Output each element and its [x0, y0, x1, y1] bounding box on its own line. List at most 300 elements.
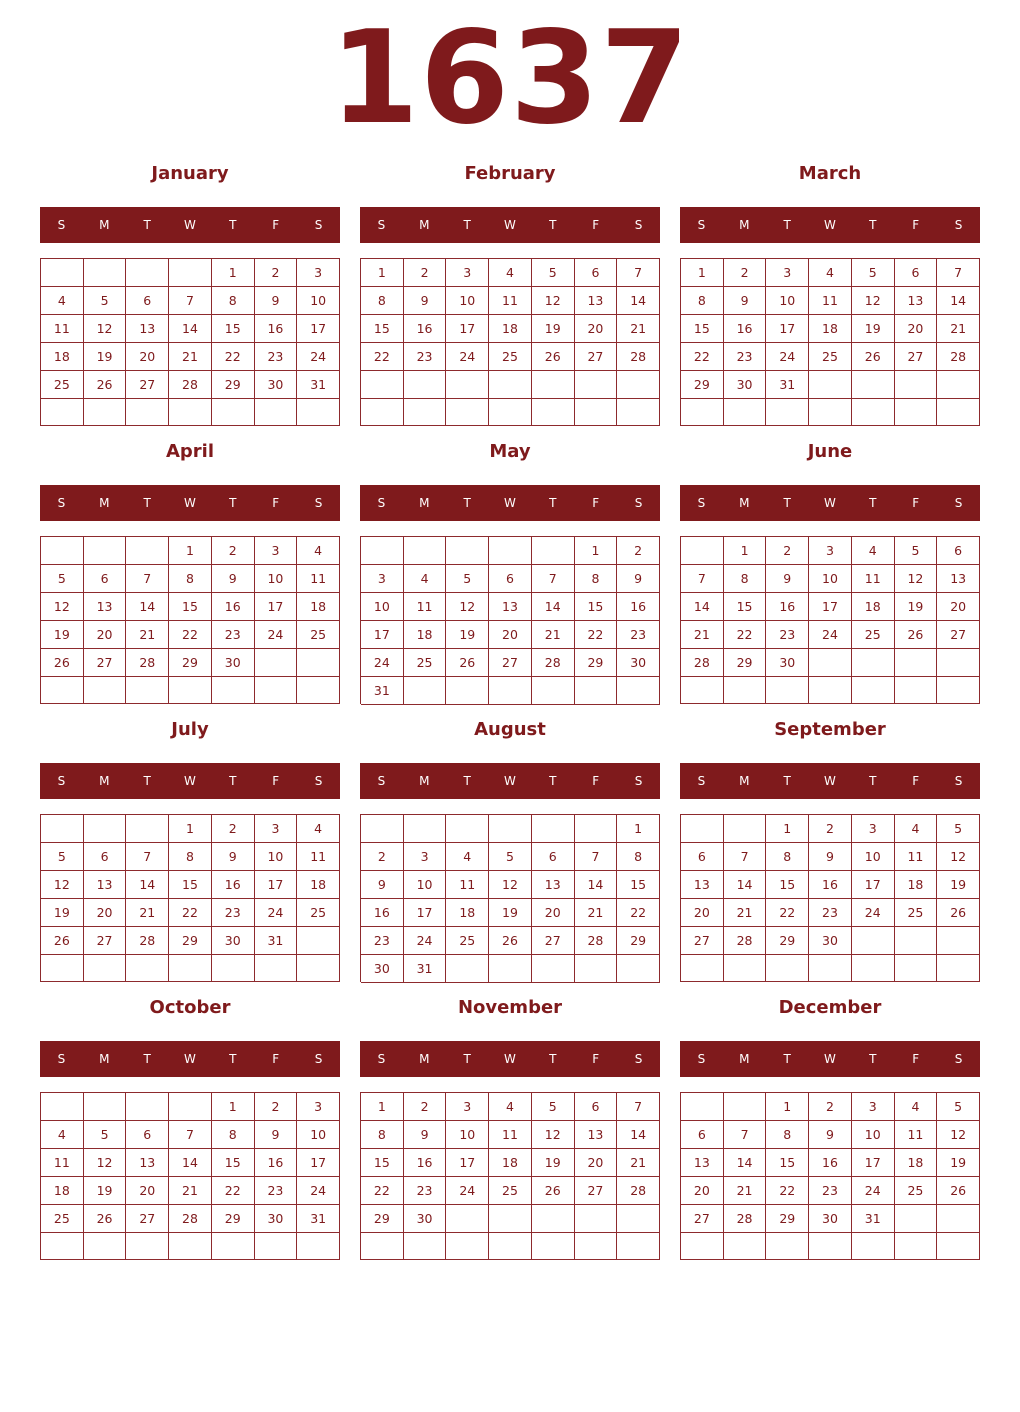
empty-day-cell — [84, 399, 127, 426]
empty-day-cell — [446, 371, 489, 399]
day-cell: 2 — [809, 815, 852, 843]
day-cell: 2 — [255, 1093, 298, 1121]
empty-day-cell — [41, 677, 84, 704]
empty-day-cell — [361, 399, 404, 427]
empty-day-cell — [895, 927, 938, 955]
weekday-label: S — [377, 774, 386, 788]
empty-day-cell — [297, 1233, 340, 1260]
empty-day-cell — [404, 815, 447, 843]
weekday-label: F — [912, 1052, 920, 1066]
empty-day-cell — [766, 1233, 809, 1260]
weekday-header — [680, 763, 980, 799]
empty-day-cell — [446, 677, 489, 705]
day-cell: 18 — [489, 1149, 532, 1177]
empty-day-cell — [41, 1093, 84, 1121]
day-cell: 14 — [126, 871, 169, 899]
day-cell: 1 — [575, 537, 618, 565]
day-cell: 31 — [255, 927, 298, 955]
empty-day-cell — [84, 259, 127, 287]
day-cell: 6 — [126, 1121, 169, 1149]
weekday-label: T — [463, 774, 471, 788]
day-cell: 24 — [255, 621, 298, 649]
day-cell: 5 — [489, 843, 532, 871]
day-grid — [680, 1092, 980, 1260]
empty-day-cell — [404, 1233, 447, 1260]
day-cell: 31 — [404, 955, 447, 983]
day-cell: 14 — [126, 593, 169, 621]
empty-day-cell — [532, 1233, 575, 1260]
day-cell: 23 — [255, 1177, 298, 1205]
day-cell: 16 — [404, 315, 447, 343]
day-cell: 3 — [809, 537, 852, 565]
day-cell: 20 — [84, 899, 127, 927]
weekday-label: W — [824, 1052, 836, 1066]
empty-day-cell — [681, 815, 724, 843]
day-cell: 5 — [41, 843, 84, 871]
day-cell: 4 — [297, 537, 340, 565]
day-cell: 5 — [895, 537, 938, 565]
empty-day-cell — [724, 1233, 767, 1260]
empty-day-cell — [446, 1205, 489, 1233]
day-cell: 2 — [617, 537, 660, 565]
day-cell: 6 — [489, 565, 532, 593]
weekday-label: F — [592, 1052, 600, 1066]
day-cell: 16 — [361, 899, 404, 927]
day-cell: 10 — [446, 287, 489, 315]
day-cell: 6 — [895, 259, 938, 287]
weekday-label: T — [229, 218, 237, 232]
day-cell: 27 — [895, 343, 938, 371]
day-cell: 13 — [84, 593, 127, 621]
day-cell: 27 — [575, 1177, 618, 1205]
month-name: December — [778, 997, 882, 1018]
day-cell: 7 — [126, 565, 169, 593]
empty-day-cell — [937, 1205, 980, 1233]
empty-day-cell — [617, 371, 660, 399]
day-cell: 4 — [895, 815, 938, 843]
month-name: March — [798, 163, 862, 184]
weekday-label: T — [229, 1052, 237, 1066]
day-cell: 21 — [724, 1177, 767, 1205]
day-cell: 2 — [724, 259, 767, 287]
day-cell: 20 — [84, 621, 127, 649]
weekday-label: S — [634, 774, 643, 788]
weekday-header — [40, 763, 340, 799]
day-cell: 18 — [852, 593, 895, 621]
day-cell: 18 — [895, 1149, 938, 1177]
day-cell: 16 — [809, 871, 852, 899]
day-cell: 29 — [766, 1205, 809, 1233]
day-cell: 14 — [617, 1121, 660, 1149]
empty-day-cell — [169, 677, 212, 704]
day-cell: 25 — [895, 1177, 938, 1205]
weekday-label: T — [463, 218, 471, 232]
day-cell: 24 — [852, 1177, 895, 1205]
day-cell: 22 — [361, 1177, 404, 1205]
empty-day-cell — [169, 399, 212, 426]
weekday-label: T — [143, 774, 151, 788]
weekday-label: W — [824, 774, 836, 788]
day-cell: 21 — [169, 343, 212, 371]
weekday-label: M — [419, 1052, 430, 1066]
day-cell: 12 — [532, 287, 575, 315]
empty-day-cell — [489, 537, 532, 565]
day-cell: 17 — [852, 871, 895, 899]
weekday-label: T — [143, 1052, 151, 1066]
empty-day-cell — [41, 1233, 84, 1260]
day-cell: 9 — [809, 843, 852, 871]
empty-day-cell — [575, 399, 618, 427]
empty-day-cell — [361, 537, 404, 565]
day-cell: 1 — [169, 815, 212, 843]
day-cell: 16 — [255, 315, 298, 343]
day-cell: 3 — [297, 259, 340, 287]
day-cell: 19 — [852, 315, 895, 343]
day-cell: 2 — [404, 1093, 447, 1121]
empty-day-cell — [937, 927, 980, 955]
day-cell: 7 — [681, 565, 724, 593]
day-cell: 1 — [766, 815, 809, 843]
day-cell: 31 — [297, 371, 340, 399]
day-cell: 24 — [297, 343, 340, 371]
weekday-label: S — [57, 774, 66, 788]
weekday-label: F — [592, 496, 600, 510]
day-cell: 20 — [126, 343, 169, 371]
day-cell: 16 — [404, 1149, 447, 1177]
day-cell: 30 — [212, 927, 255, 955]
day-cell: 22 — [766, 1177, 809, 1205]
day-cell: 15 — [169, 871, 212, 899]
day-cell: 19 — [532, 1149, 575, 1177]
month-name: May — [489, 441, 531, 462]
day-cell: 2 — [212, 537, 255, 565]
day-grid — [680, 258, 980, 426]
day-cell: 12 — [446, 593, 489, 621]
day-cell: 14 — [575, 871, 618, 899]
weekday-label: S — [954, 774, 963, 788]
empty-day-cell — [617, 677, 660, 705]
day-cell: 6 — [84, 565, 127, 593]
empty-day-cell — [126, 259, 169, 287]
day-cell: 17 — [297, 315, 340, 343]
empty-day-cell — [84, 1233, 127, 1260]
day-grid — [360, 536, 660, 704]
day-cell: 12 — [489, 871, 532, 899]
day-cell: 12 — [532, 1121, 575, 1149]
day-cell: 23 — [212, 899, 255, 927]
empty-day-cell — [809, 649, 852, 677]
day-cell: 22 — [724, 621, 767, 649]
day-cell: 13 — [532, 871, 575, 899]
weekday-label: S — [377, 218, 386, 232]
day-cell: 6 — [575, 259, 618, 287]
day-cell: 10 — [255, 843, 298, 871]
day-cell: 27 — [126, 371, 169, 399]
empty-day-cell — [126, 955, 169, 982]
weekday-label: S — [314, 496, 323, 510]
day-cell: 28 — [617, 1177, 660, 1205]
day-cell: 25 — [489, 1177, 532, 1205]
empty-day-cell — [617, 1205, 660, 1233]
day-cell: 22 — [617, 899, 660, 927]
day-cell: 16 — [766, 593, 809, 621]
empty-day-cell — [937, 955, 980, 982]
day-cell: 18 — [489, 315, 532, 343]
empty-day-cell — [212, 399, 255, 426]
weekday-header — [360, 1041, 660, 1077]
empty-day-cell — [297, 955, 340, 982]
empty-day-cell — [446, 955, 489, 983]
day-cell: 3 — [766, 259, 809, 287]
day-cell: 12 — [41, 593, 84, 621]
day-cell: 3 — [255, 815, 298, 843]
day-cell: 14 — [169, 315, 212, 343]
day-cell: 21 — [532, 621, 575, 649]
day-cell: 1 — [361, 259, 404, 287]
empty-day-cell — [297, 649, 340, 677]
empty-day-cell — [617, 1233, 660, 1260]
day-grid — [360, 814, 660, 982]
empty-day-cell — [766, 399, 809, 426]
empty-day-cell — [852, 649, 895, 677]
weekday-label: S — [954, 1052, 963, 1066]
day-cell: 15 — [361, 1149, 404, 1177]
empty-day-cell — [575, 815, 618, 843]
day-grid — [40, 814, 340, 982]
day-cell: 10 — [255, 565, 298, 593]
day-cell: 3 — [852, 815, 895, 843]
weekday-label: F — [912, 496, 920, 510]
day-cell: 20 — [895, 315, 938, 343]
weekday-label: T — [869, 774, 877, 788]
day-grid — [360, 258, 660, 426]
day-cell: 23 — [361, 927, 404, 955]
day-cell: 23 — [255, 343, 298, 371]
empty-day-cell — [617, 399, 660, 427]
weekday-label: T — [463, 496, 471, 510]
day-cell: 22 — [169, 899, 212, 927]
day-cell: 21 — [617, 315, 660, 343]
empty-day-cell — [575, 371, 618, 399]
day-cell: 13 — [126, 315, 169, 343]
month-name: July — [171, 719, 209, 740]
day-cell: 4 — [489, 1093, 532, 1121]
day-cell: 24 — [809, 621, 852, 649]
day-cell: 9 — [404, 1121, 447, 1149]
day-cell: 30 — [724, 371, 767, 399]
day-cell: 19 — [41, 621, 84, 649]
weekday-label: T — [549, 774, 557, 788]
weekday-header — [360, 485, 660, 521]
weekday-header — [360, 207, 660, 243]
weekday-label: T — [783, 1052, 791, 1066]
day-cell: 17 — [852, 1149, 895, 1177]
day-cell: 24 — [255, 899, 298, 927]
weekday-label: T — [549, 496, 557, 510]
day-cell: 16 — [724, 315, 767, 343]
day-cell: 11 — [809, 287, 852, 315]
weekday-label: M — [739, 774, 750, 788]
day-cell: 16 — [212, 593, 255, 621]
empty-day-cell — [489, 677, 532, 705]
weekday-label: W — [824, 218, 836, 232]
day-cell: 4 — [446, 843, 489, 871]
day-cell: 4 — [41, 1121, 84, 1149]
day-cell: 24 — [766, 343, 809, 371]
day-cell: 10 — [809, 565, 852, 593]
empty-day-cell — [724, 815, 767, 843]
weekday-label: S — [314, 218, 323, 232]
day-cell: 3 — [852, 1093, 895, 1121]
day-cell: 4 — [297, 815, 340, 843]
day-cell: 29 — [681, 371, 724, 399]
day-cell: 28 — [126, 649, 169, 677]
day-cell: 17 — [361, 621, 404, 649]
day-cell: 29 — [575, 649, 618, 677]
day-cell: 26 — [937, 899, 980, 927]
weekday-label: F — [592, 218, 600, 232]
day-cell: 21 — [575, 899, 618, 927]
day-cell: 5 — [446, 565, 489, 593]
day-cell: 30 — [255, 371, 298, 399]
empty-day-cell — [852, 677, 895, 704]
day-cell: 26 — [84, 1205, 127, 1233]
day-cell: 9 — [809, 1121, 852, 1149]
day-cell: 13 — [126, 1149, 169, 1177]
empty-day-cell — [489, 1205, 532, 1233]
day-cell: 31 — [297, 1205, 340, 1233]
empty-day-cell — [489, 371, 532, 399]
empty-day-cell — [681, 1093, 724, 1121]
empty-day-cell — [446, 1233, 489, 1260]
weekday-label: S — [697, 774, 706, 788]
day-cell: 16 — [809, 1149, 852, 1177]
empty-day-cell — [126, 1093, 169, 1121]
day-cell: 28 — [126, 927, 169, 955]
day-cell: 22 — [169, 621, 212, 649]
day-cell: 10 — [852, 1121, 895, 1149]
empty-day-cell — [489, 399, 532, 427]
empty-day-cell — [852, 927, 895, 955]
day-cell: 20 — [937, 593, 980, 621]
day-cell: 14 — [532, 593, 575, 621]
day-cell: 19 — [84, 343, 127, 371]
weekday-header — [680, 485, 980, 521]
day-cell: 15 — [212, 315, 255, 343]
day-cell: 7 — [937, 259, 980, 287]
day-cell: 24 — [361, 649, 404, 677]
day-cell: 21 — [937, 315, 980, 343]
day-cell: 9 — [617, 565, 660, 593]
day-cell: 17 — [809, 593, 852, 621]
day-cell: 12 — [41, 871, 84, 899]
day-cell: 21 — [126, 899, 169, 927]
day-cell: 27 — [937, 621, 980, 649]
empty-day-cell — [937, 371, 980, 399]
day-cell: 18 — [895, 871, 938, 899]
day-grid — [40, 536, 340, 704]
empty-day-cell — [297, 677, 340, 704]
day-cell: 6 — [532, 843, 575, 871]
day-cell: 14 — [169, 1149, 212, 1177]
weekday-label: S — [377, 496, 386, 510]
day-cell: 9 — [255, 287, 298, 315]
day-cell: 26 — [41, 649, 84, 677]
day-cell: 26 — [41, 927, 84, 955]
day-cell: 13 — [681, 871, 724, 899]
day-cell: 2 — [766, 537, 809, 565]
day-cell: 18 — [41, 1177, 84, 1205]
day-cell: 5 — [937, 1093, 980, 1121]
day-cell: 10 — [852, 843, 895, 871]
day-cell: 10 — [297, 1121, 340, 1149]
day-cell: 23 — [809, 899, 852, 927]
weekday-label: S — [57, 218, 66, 232]
day-cell: 25 — [297, 899, 340, 927]
day-cell: 30 — [212, 649, 255, 677]
weekday-label: F — [912, 774, 920, 788]
day-cell: 7 — [575, 843, 618, 871]
day-cell: 18 — [297, 593, 340, 621]
day-cell: 8 — [212, 287, 255, 315]
day-cell: 4 — [404, 565, 447, 593]
empty-day-cell — [724, 677, 767, 704]
empty-day-cell — [126, 677, 169, 704]
day-cell: 30 — [255, 1205, 298, 1233]
empty-day-cell — [404, 677, 447, 705]
weekday-label: S — [634, 218, 643, 232]
empty-day-cell — [895, 1205, 938, 1233]
day-cell: 23 — [809, 1177, 852, 1205]
day-cell: 3 — [297, 1093, 340, 1121]
day-cell: 10 — [404, 871, 447, 899]
weekday-label: M — [739, 496, 750, 510]
day-cell: 19 — [489, 899, 532, 927]
empty-day-cell — [126, 399, 169, 426]
day-cell: 10 — [297, 287, 340, 315]
day-cell: 17 — [766, 315, 809, 343]
weekday-label: T — [869, 496, 877, 510]
day-cell: 1 — [681, 259, 724, 287]
day-cell: 21 — [724, 899, 767, 927]
empty-day-cell — [255, 399, 298, 426]
day-cell: 24 — [446, 1177, 489, 1205]
empty-day-cell — [212, 1233, 255, 1260]
day-cell: 1 — [169, 537, 212, 565]
day-cell: 10 — [766, 287, 809, 315]
weekday-label: W — [824, 496, 836, 510]
day-cell: 15 — [766, 871, 809, 899]
weekday-label: F — [272, 496, 280, 510]
day-cell: 8 — [361, 287, 404, 315]
day-cell: 25 — [489, 343, 532, 371]
day-cell: 28 — [169, 1205, 212, 1233]
empty-day-cell — [766, 955, 809, 982]
day-cell: 4 — [41, 287, 84, 315]
empty-day-cell — [532, 537, 575, 565]
weekday-label: M — [419, 774, 430, 788]
empty-day-cell — [852, 1233, 895, 1260]
empty-day-cell — [169, 259, 212, 287]
day-grid — [360, 1092, 660, 1260]
weekday-label: M — [99, 774, 110, 788]
day-cell: 22 — [212, 1177, 255, 1205]
day-cell: 26 — [446, 649, 489, 677]
weekday-label: T — [229, 774, 237, 788]
day-cell: 7 — [169, 287, 212, 315]
day-cell: 20 — [575, 1149, 618, 1177]
day-cell: 12 — [937, 1121, 980, 1149]
